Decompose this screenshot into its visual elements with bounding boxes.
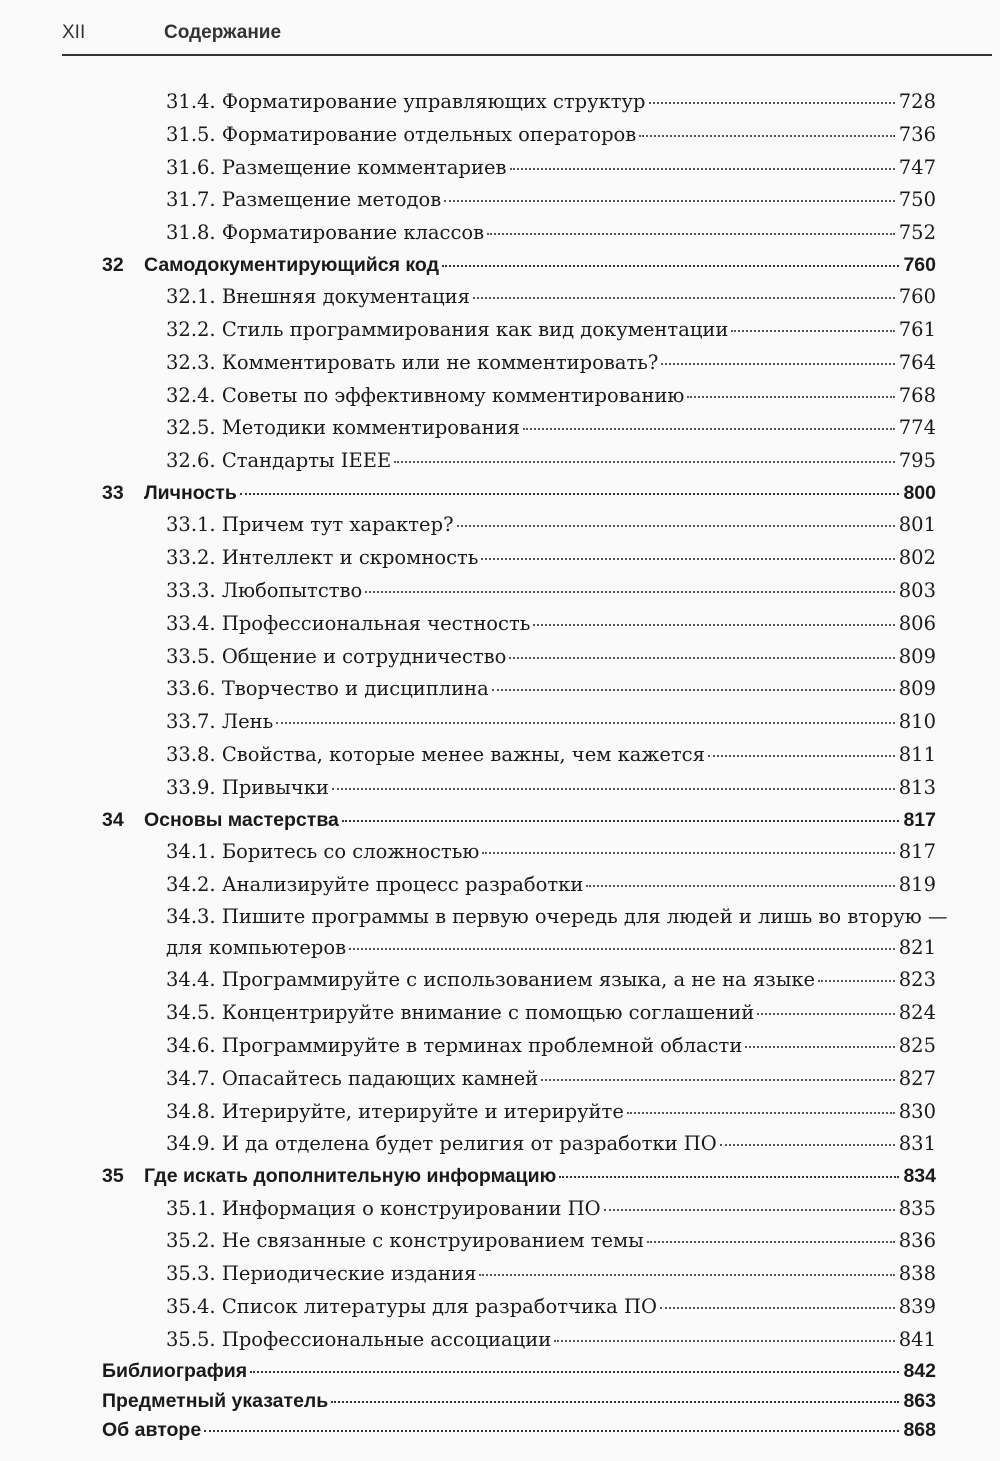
toc-page: 806 [898,611,936,635]
toc-entry-35-5 [0,1328,1000,1361]
toc-page: 841 [898,1327,936,1351]
toc-entry-34-9 [0,1132,1000,1165]
toc-title-line2: для компьютеров [166,936,347,960]
toc-title: 35.4. Список литературы для разработчика ПО [166,1294,657,1318]
toc-chapter-35 [0,1165,1000,1196]
toc-entry-31-7 [0,188,1000,221]
toc-page: 823 [898,968,936,992]
toc-entry-32-3 [0,351,1000,384]
toc-title: 31.5. Форматирование отдельных операторов [166,122,637,146]
toc-page: 760 [898,285,936,309]
toc-entry-33-2 [0,546,1000,579]
toc-title: 32.5. Методики комментирования [166,416,520,440]
chapter-title: Личность [144,482,237,505]
toc-title: 33.1. Причем тут характер? [166,513,454,537]
dot-leader [731,330,894,332]
toc-entry-34-4 [0,968,1000,1001]
chapter-number: 35 [102,1165,124,1188]
toc-title: 32.2. Стиль программирования как вид документации [166,318,729,342]
dot-leader [479,1274,894,1276]
toc-title: 34.9. И да отделена будет религия от разработки ПО [166,1132,717,1156]
toc-entry-32-2 [0,318,1000,351]
dot-leader [541,1079,895,1081]
toc-page: 839 [898,1294,936,1318]
toc-entry-35-3 [0,1262,1000,1295]
toc-title: 34.4. Программируйте с использованием языка, а не на языке [166,968,816,992]
table-of-contents [0,90,1000,1449]
dot-leader [482,852,894,854]
toc-page: 803 [898,578,936,602]
dot-leader [554,1340,895,1342]
toc-entry-34-1 [0,840,1000,873]
toc-title: Предметный указатель [102,1389,329,1412]
dot-leader [332,788,895,790]
toc-page: 747 [898,155,936,179]
dot-leader [745,1046,894,1048]
toc-page: 802 [898,546,936,570]
chapter-title: Основы мастерства [144,808,339,831]
toc-page: 817 [898,839,936,863]
toc-page: 768 [898,383,936,407]
chapter-number: 32 [102,253,124,276]
toc-page: 824 [898,1001,936,1025]
toc-entry-32-6 [0,449,1000,482]
toc-page: 761 [898,318,936,342]
toc-entry-31-8 [0,221,1000,254]
toc-title: 32.6. Стандарты IEEE [166,449,392,473]
toc-title: 35.1. Информация о конструировании ПО [166,1196,601,1220]
dot-leader [342,820,900,822]
toc-about-author [0,1419,1000,1449]
toc-page: 868 [903,1419,936,1442]
toc-page: 825 [898,1034,936,1058]
chapter-title: Где искать дополнительную информацию [144,1165,557,1188]
toc-title: 33.5. Общение и сотрудничество [166,644,507,668]
toc-page: 863 [903,1389,936,1412]
toc-page: 831 [898,1132,936,1156]
toc-title: 31.6. Размещение комментариев [166,155,507,179]
toc-title: 33.6. Творчество и дисциплина [166,677,489,701]
dot-leader [660,1307,895,1309]
toc-entry-33-6 [0,677,1000,710]
dot-leader [604,1209,895,1211]
toc-page: 827 [898,1066,936,1090]
toc-title: 34.5. Концентрируйте внимание с помощью соглашений [166,1001,755,1025]
toc-page: 830 [898,1099,936,1123]
toc-entry-33-1 [0,513,1000,546]
dot-leader [818,980,895,982]
toc-page: 842 [903,1360,936,1383]
dot-leader [523,428,895,430]
toc-page: 750 [898,188,936,212]
running-header [62,18,992,56]
toc-entry-31-5 [0,123,1000,156]
toc-subject-index [0,1390,1000,1420]
toc-page: 838 [898,1262,936,1286]
toc-page: 760 [903,253,936,276]
dot-leader [559,1176,899,1178]
toc-title: 33.9. Привычки [166,775,329,799]
toc-entry-34-5 [0,1001,1000,1034]
toc-entry-31-4 [0,90,1000,123]
toc-page: 774 [898,416,936,440]
dot-leader [442,265,899,267]
toc-title: 32.3. Комментировать или не комментировать? [166,350,659,374]
toc-page: 819 [898,872,936,896]
toc-title: 33.8. Свойства, которые менее важны, чем кажется [166,742,705,766]
running-title: Содержание [164,22,282,43]
toc-title: 33.4. Профессиональная честность [166,611,531,635]
toc-entry-34-8 [0,1100,1000,1133]
toc-title-line1: 34.3. Пишите программы в первую очередь для людей и лишь во вторую — [166,905,948,929]
toc-entry-33-7 [0,710,1000,743]
toc-entry-35-4 [0,1295,1000,1328]
toc-bibliography [0,1360,1000,1390]
dot-leader [473,297,895,299]
toc-title: 35.2. Не связанные с конструированием темы [166,1229,644,1253]
dot-leader [708,755,895,757]
toc-title: 35.3. Периодические издания [166,1262,477,1286]
toc-entry-33-8 [0,743,1000,776]
toc-title: 34.8. Итерируйте, итерируйте и итерируйте [166,1099,624,1123]
toc-page: 810 [898,710,936,734]
toc-title: 32.1. Внешняя документация [166,285,470,309]
toc-title: 34.2. Анализируйте процесс разработки [166,872,584,896]
dot-leader [510,168,895,170]
dot-leader [639,135,894,137]
toc-title: 34.1. Боритесь со сложностью [166,839,480,863]
dot-leader [204,1430,899,1432]
toc-title: 31.8. Форматирование классов [166,221,485,245]
dot-leader [250,1371,899,1373]
toc-chapter-34 [0,809,1000,840]
toc-chapter-32 [0,254,1000,285]
toc-chapter-33 [0,482,1000,513]
toc-entry-32-5 [0,416,1000,449]
toc-entry-34-3 [0,905,1000,968]
toc-entry-35-1 [0,1197,1000,1230]
toc-entry-34-7 [0,1067,1000,1100]
dot-leader [457,525,895,527]
chapter-number: 34 [102,808,124,831]
toc-page: 728 [898,90,936,113]
toc-entry-32-1 [0,285,1000,318]
toc-page: 736 [898,122,936,146]
chapter-number: 33 [102,482,124,505]
dot-leader [349,948,895,950]
dot-leader [365,591,894,593]
dot-leader [444,200,894,202]
toc-title: 32.4. Советы по эффективному комментированию [166,383,685,407]
dot-leader [509,657,894,659]
toc-title: 35.5. Профессиональные ассоциации [166,1327,552,1351]
toc-title: 34.7. Опасайтесь падающих камней [166,1066,539,1090]
dot-leader [687,396,894,398]
dot-leader [240,493,900,495]
toc-entry-33-4 [0,612,1000,645]
dot-leader [647,1241,895,1243]
dot-leader [481,558,894,560]
toc-title: 33.3. Любопытство [166,578,363,602]
dot-leader [649,102,895,104]
dot-leader [331,1401,899,1403]
toc-entry-32-4 [0,384,1000,417]
toc-entry-34-2 [0,873,1000,906]
toc-page: 821 [898,936,936,960]
dot-leader [533,624,894,626]
toc-page: 813 [898,775,936,799]
dot-leader [661,363,894,365]
dot-leader [276,722,895,724]
toc-page: 809 [898,677,936,701]
dot-leader [627,1112,895,1114]
toc-page: 795 [898,449,936,473]
toc-title: 33.2. Интеллект и скромность [166,546,479,570]
dot-leader [492,689,895,691]
dot-leader [720,1144,895,1146]
toc-page: 809 [898,644,936,668]
toc-title: 34.6. Программируйте в терминах проблемной области [166,1034,743,1058]
toc-entry-34-6 [0,1034,1000,1067]
toc-page: 811 [898,742,936,766]
toc-title: Об авторе [102,1419,202,1442]
toc-page: 836 [898,1229,936,1253]
toc-page: 764 [898,350,936,374]
toc-entry-33-5 [0,645,1000,678]
toc-title: 31.7. Размещение методов [166,188,442,212]
toc-title: 33.7. Лень [166,710,274,734]
dot-leader [586,885,894,887]
toc-page: 801 [898,513,936,537]
toc-entry-31-6 [0,156,1000,189]
toc-page: 835 [898,1196,936,1220]
toc-page: 817 [903,808,936,831]
dot-leader [487,233,895,235]
toc-page: 834 [903,1165,936,1188]
dot-leader [757,1013,895,1015]
toc-page: 800 [903,482,936,505]
dot-leader [394,461,895,463]
page-number: XII [62,22,86,43]
chapter-title: Самодокументирующийся код [144,253,439,276]
toc-entry-35-2 [0,1229,1000,1262]
toc-title: Библиография [102,1360,248,1383]
toc-entry-33-3 [0,579,1000,612]
toc-title: 31.4. Форматирование управляющих структур [166,90,646,113]
toc-entry-33-9 [0,776,1000,809]
toc-page: 752 [898,221,936,245]
